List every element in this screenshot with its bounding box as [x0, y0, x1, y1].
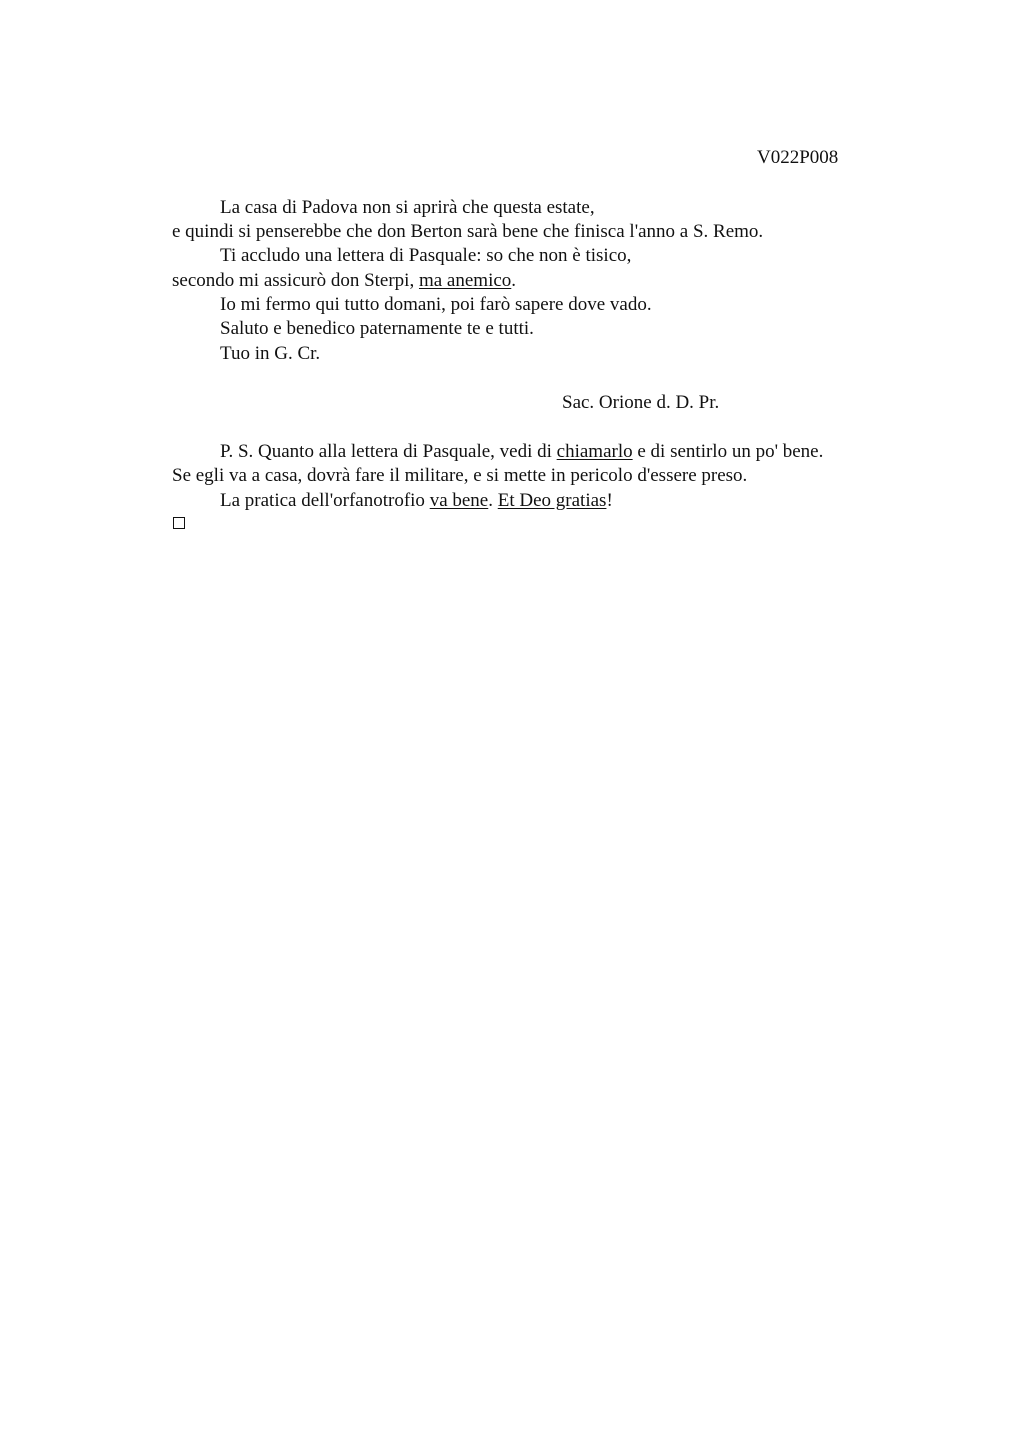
letter-line: Saluto e benedico paternamente te e tutti. [220, 318, 534, 339]
postscript-line [220, 489, 613, 513]
text-run: La pratica dell'orfanotrofio [220, 490, 430, 511]
letter-line: Io mi fermo qui tutto domani, poi farò sapere dove vado. [220, 294, 652, 315]
closing-line: Tuo in G. Cr. [220, 343, 321, 364]
letter-line [172, 269, 516, 293]
text-run: P. S. Quanto alla lettera di Pasquale, vedi di [220, 441, 557, 462]
text-run: . [488, 490, 498, 511]
letter-line: Ti accludo una lettera di Pasquale: so che non è tisico, [220, 245, 632, 266]
text-run: . [511, 270, 517, 291]
letter-line: La casa di Padova non si aprirà che questa estate, [220, 197, 595, 218]
signature: Sac. Orione d. D. Pr. [562, 392, 720, 413]
text-run: secondo mi assicurò don Sterpi, [172, 270, 419, 291]
postscript-line: Se egli va a casa, dovrà fare il militare, e si mette in pericolo d'essere preso. [172, 465, 748, 486]
underlined-text: ma anemico [418, 270, 512, 291]
end-marker-box [173, 517, 185, 529]
text-run: ! [606, 490, 613, 511]
underlined-text: va bene [429, 490, 489, 511]
letter-line: e quindi si penserebbe che don Berton sarà bene che finisca l'anno a S. Remo. [172, 221, 764, 242]
underlined-text: chiamarlo [556, 441, 633, 462]
page-identifier: V022P008 [757, 147, 839, 168]
postscript-line [220, 440, 823, 464]
underlined-text: Et Deo gratias [497, 490, 607, 511]
text-run: e di sentirlo un po' bene. [632, 441, 824, 462]
